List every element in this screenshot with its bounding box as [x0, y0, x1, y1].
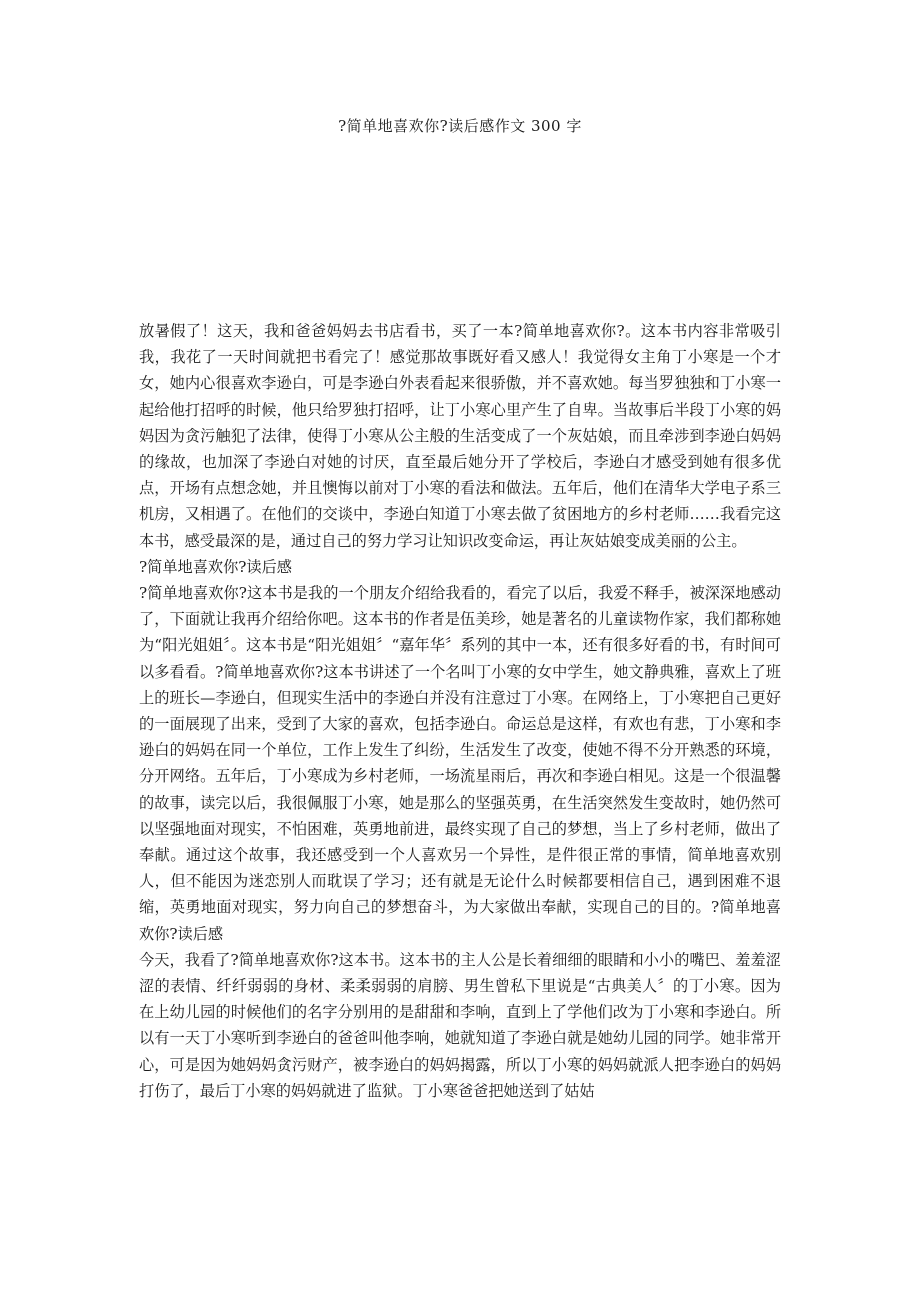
- paragraph-3: ?简单地喜欢你?这本书是我的一个朋友介绍给我看的，看完了以后，我爱不释手，被深深地感动了，下面就让我再介绍给你吧。这本书的作者是伍美珍，她是著名的儿童读物作家，我们都称她为“阳光姐姐〞。这本书是“阳光姐姐〞“嘉年华〞系列的其中一本，还有很多好看的书，有时间可以多看看。?简单地喜欢你?这本书讲述了一个名叫丁小寒的女中学生，她文静典雅，喜欢上了班上的班长—李逊白，但现实生活中的李逊白并没有注意过丁小寒。在网络上，丁小寒把自己更好的一面展现了出来，受到了大家的喜欢，包括李逊白。命运总是这样，有欢也有悲，丁小寒和李逊白的妈妈在同一个单位，工作上发生了纠纷，生活发生了改变，使她不得不分开熟悉的环境，分开网络。五年后，丁小寒成为乡村老师，一场流星雨后，再次和李逊白相见。这是一个很温馨的故事，读完以后，我很佩服丁小寒，她是那么的坚强英勇，在生活突然发生变故时，她仍然可以坚强地面对现实，不怕困难，英勇地前进，最终实现了自己的梦想，当上了乡村老师，做出了奉献。通过这个故事，我还感受到一个人喜欢另一个异性，是件很正常的事情，简单地喜欢别人，但不能因为迷恋别人而耽误了学习；还有就是无论什么时候都要相信自己，遇到困难不退缩，英勇地面对现实，努力向自己的梦想奋斗，为大家做出奉献，实现自己的目的。?简单地喜欢你?读后感: [139, 584, 781, 943]
- paragraph-2-heading: ?简单地喜欢你?读后感: [139, 557, 292, 576]
- paragraph-1: 放暑假了！这天，我和爸爸妈妈去书店看书，买了一本?简单地喜欢你?。这本书内容非常吸引我，我花了一天时间就把书看完了！感觉那故事既好看又感人！我觉得女主角丁小寒是一个才女，她内心很喜欢李逊白，可是李逊白外表看起来很骄傲，并不喜欢她。每当罗独独和丁小寒一起给他打招呼的时候，他只给罗独打招呼，让丁小寒心里产生了自卑。当故事后半段丁小寒的妈妈因为贪污触犯了法律，使得丁小寒从公主般的生活变成了一个灰姑娘，而且牵涉到李逊白妈妈的缘故，也加深了李逊白对她的讨厌，直至最后她分开了学校后，李逊白才感受到她有很多优点，开场有点想念她，并且懊悔以前对丁小寒的看法和做法。五年后，他们在清华大学电子系三机房，又相遇了。在他们的交谈中，李逊白知道丁小寒去做了贫困地方的乡村老师……我看完这本书，感受最深的是，通过自己的努力学习让知识改变命运，再让灰姑娘变成美丽的公主。: [139, 322, 781, 550]
- document-body: [139, 318, 781, 1104]
- paragraph-4: 今天，我看了?简单地喜欢你?这本书。这本书的主人公是长着细细的眼睛和小小的嘴巴、羞羞涩涩的表情、纤纤弱弱的身材、柔柔弱弱的肩膀、男生曾私下里说是“古典美人〞的丁小寒。因为在上幼儿园的时候他们的名字分别用的是甜甜和李响，直到上了学他们改为丁小寒和李逊白。所以有一天丁小寒听到李逊白的爸爸叫他李响，她就知道了李逊白就是她幼儿园的同学。她非常开心，可是因为她妈妈贪污财产，被李逊白的妈妈揭露，所以丁小寒的妈妈就派人把李逊白的妈妈打伤了，最后丁小寒的妈妈就进了监狱。丁小寒爸爸把她送到了姑姑: [139, 950, 781, 1100]
- document-title: ?简单地喜欢你?读后感作文 300 字: [338, 117, 582, 135]
